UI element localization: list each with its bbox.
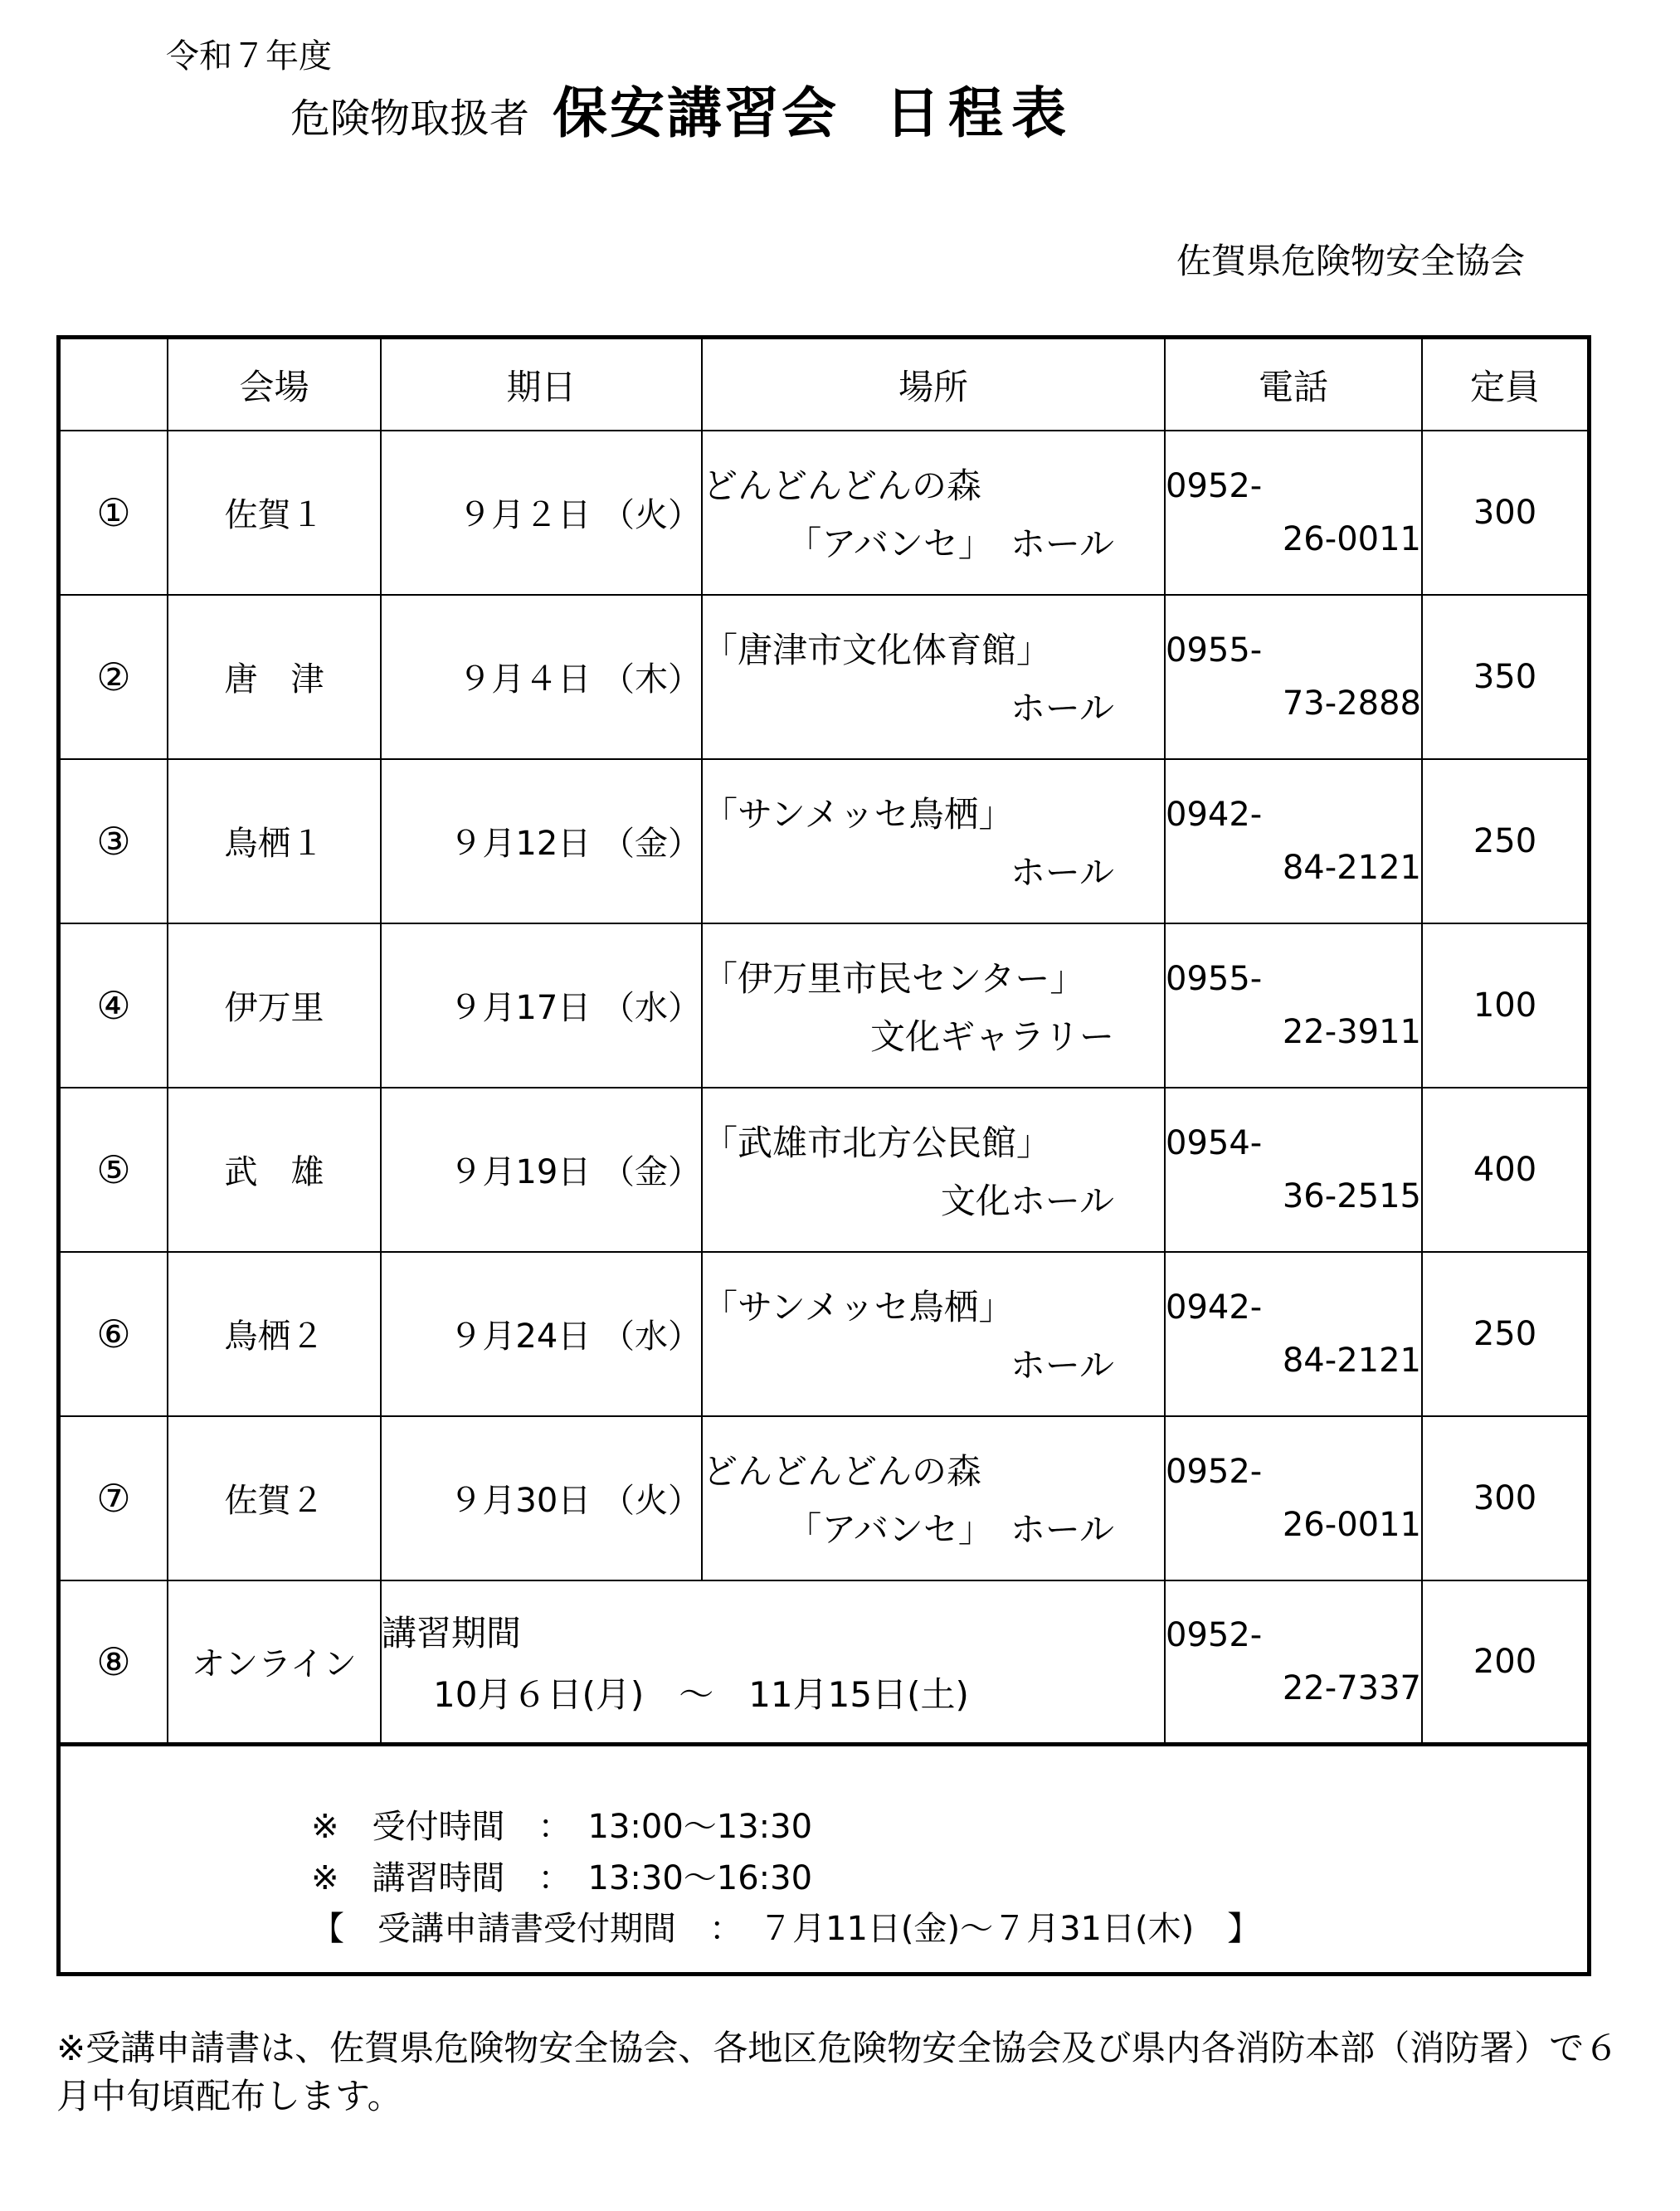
header-phone: 電話: [1165, 339, 1422, 431]
place-line-1: 「サンメッセ鳥栖」: [703, 793, 1014, 835]
title-prefix: 危険物取扱者: [290, 95, 530, 142]
row-venue: 佐賀１: [168, 431, 381, 595]
row-venue: 佐賀２: [168, 1416, 381, 1580]
place-line-2: ホール: [1010, 687, 1114, 728]
table-row: [61, 923, 1587, 1088]
row-number: ①: [61, 431, 168, 595]
row-date: ９月24日 （水）: [381, 1252, 702, 1416]
row-phone: [1165, 1416, 1422, 1580]
row-place: [702, 759, 1165, 923]
phone-area-code: 0952-: [1166, 1615, 1263, 1654]
row-venue: 唐 津: [168, 595, 381, 759]
title-main: 保安講習会: [553, 81, 840, 145]
table-header-row: [61, 339, 1587, 431]
row-date: ９月２日 （火）: [381, 431, 702, 595]
row-capacity: 250: [1422, 759, 1587, 923]
row-number: ③: [61, 759, 168, 923]
row-phone: [1165, 923, 1422, 1088]
phone-area-code: 0954-: [1166, 1123, 1263, 1162]
row-number: ⑥: [61, 1252, 168, 1416]
place-line-2: ホール: [1010, 851, 1114, 893]
row-date: ９月４日 （木）: [381, 595, 702, 759]
row-capacity: 100: [1422, 923, 1587, 1088]
phone-number: 84-2121: [1282, 848, 1421, 887]
phone-area-code: 0955-: [1166, 959, 1263, 998]
notes-box: [61, 1746, 1587, 1972]
phone-number: 26-0011: [1282, 519, 1421, 558]
table-row: [61, 1252, 1587, 1416]
row-number: ⑤: [61, 1088, 168, 1252]
place-line-1: 「唐津市文化体育館」: [703, 629, 1052, 670]
table-row: [61, 595, 1587, 759]
phone-number: 73-2888: [1282, 684, 1421, 723]
phone-number: 26-0011: [1282, 1505, 1421, 1544]
row-place: [702, 923, 1165, 1088]
row-date: ９月17日 （水）: [381, 923, 702, 1088]
fiscal-year: 令和７年度: [166, 37, 332, 75]
online-period-dates: 10月６日(月) ～ 11月15日(土): [433, 1673, 969, 1715]
place-line-1: 「伊万里市民センター」: [703, 957, 1085, 999]
row-venue: 伊万里: [168, 923, 381, 1088]
header-date: 期日: [381, 339, 702, 431]
row-phone: [1165, 1088, 1422, 1252]
phone-area-code: 0942-: [1166, 795, 1263, 834]
row-phone: [1165, 1252, 1422, 1416]
phone-area-code: 0942-: [1166, 1288, 1263, 1327]
phone-area-code: 0952-: [1166, 466, 1263, 505]
row-venue: 武 雄: [168, 1088, 381, 1252]
row-date: ９月30日 （火）: [381, 1416, 702, 1580]
place-line-2: 「アバンセ」 ホール: [786, 523, 1114, 564]
phone-number: 22-3911: [1282, 1012, 1421, 1051]
row-venue: 鳥栖２: [168, 1252, 381, 1416]
header-venue: 会場: [168, 339, 381, 431]
row-place: [702, 1088, 1165, 1252]
phone-area-code: 0955-: [1166, 631, 1263, 670]
row-number: ②: [61, 595, 168, 759]
row-place: [702, 1416, 1165, 1580]
row-place: [702, 1252, 1165, 1416]
schedule-table: [61, 339, 1587, 1746]
row-date: ９月12日 （金）: [381, 759, 702, 923]
place-line-2: 文化ホール: [940, 1180, 1114, 1221]
row-capacity: 250: [1422, 1252, 1587, 1416]
place-line-1: 「サンメッセ鳥栖」: [703, 1286, 1014, 1327]
row-number: ⑧: [61, 1580, 168, 1745]
row-capacity: 350: [1422, 595, 1587, 759]
place-line-2: ホール: [1010, 1344, 1114, 1386]
phone-number: 36-2515: [1282, 1176, 1421, 1215]
place-line-2: 文化ギャラリー: [869, 1015, 1114, 1057]
row-date: ９月19日 （金）: [381, 1088, 702, 1252]
row-capacity: 300: [1422, 1416, 1587, 1580]
distribution-note: ※受講申請書は、佐賀県危険物安全協会、各地区危険物安全協会及び県内各消防本部（消防署）で６月中旬頃配布します。: [56, 2028, 1619, 2116]
online-period-label: 講習期間: [382, 1612, 522, 1653]
place-line-1: どんどんどんの森: [703, 465, 982, 506]
place-line-1: どんどんどんの森: [703, 1450, 982, 1492]
row-number: ④: [61, 923, 168, 1088]
table-row-online: [61, 1580, 1587, 1745]
online-period: [381, 1580, 1165, 1745]
header-place: 場所: [702, 339, 1165, 431]
row-place: [702, 595, 1165, 759]
row-phone: [1165, 1580, 1422, 1745]
page-title: [290, 76, 1074, 165]
row-phone: [1165, 595, 1422, 759]
row-place: [702, 431, 1165, 595]
row-venue: オンライン: [168, 1580, 381, 1745]
row-phone: [1165, 759, 1422, 923]
place-line-2: 「アバンセ」 ホール: [786, 1508, 1114, 1550]
reception-time-note: ※ 受付時間 ： 13:00～13:30: [311, 1808, 813, 1846]
phone-number: 84-2121: [1282, 1341, 1421, 1380]
row-capacity: 400: [1422, 1088, 1587, 1252]
table-row: [61, 759, 1587, 923]
table-row: [61, 431, 1587, 595]
row-capacity: 200: [1422, 1580, 1587, 1745]
header-number: [61, 339, 168, 431]
table-row: [61, 1088, 1587, 1252]
schedule-frame: [56, 335, 1591, 1976]
place-line-1: 「武雄市北方公民館」: [703, 1122, 1052, 1163]
row-capacity: 300: [1422, 431, 1587, 595]
row-venue: 鳥栖１: [168, 759, 381, 923]
application-period-note: 【 受講申請書受付期間 ： ７月11日(金)～７月31日(木) 】: [311, 1910, 1261, 1948]
phone-area-code: 0952-: [1166, 1452, 1263, 1491]
lecture-time-note: ※ 講習時間 ： 13:30～16:30: [311, 1859, 813, 1897]
table-row: [61, 1416, 1587, 1580]
organization-name: 佐賀県危険物安全協会: [1176, 241, 1526, 281]
phone-number: 22-7337: [1282, 1668, 1421, 1707]
row-phone: [1165, 431, 1422, 595]
title-suffix: 日程表: [885, 81, 1075, 145]
row-number: ⑦: [61, 1416, 168, 1580]
header-capacity: 定員: [1422, 339, 1587, 431]
